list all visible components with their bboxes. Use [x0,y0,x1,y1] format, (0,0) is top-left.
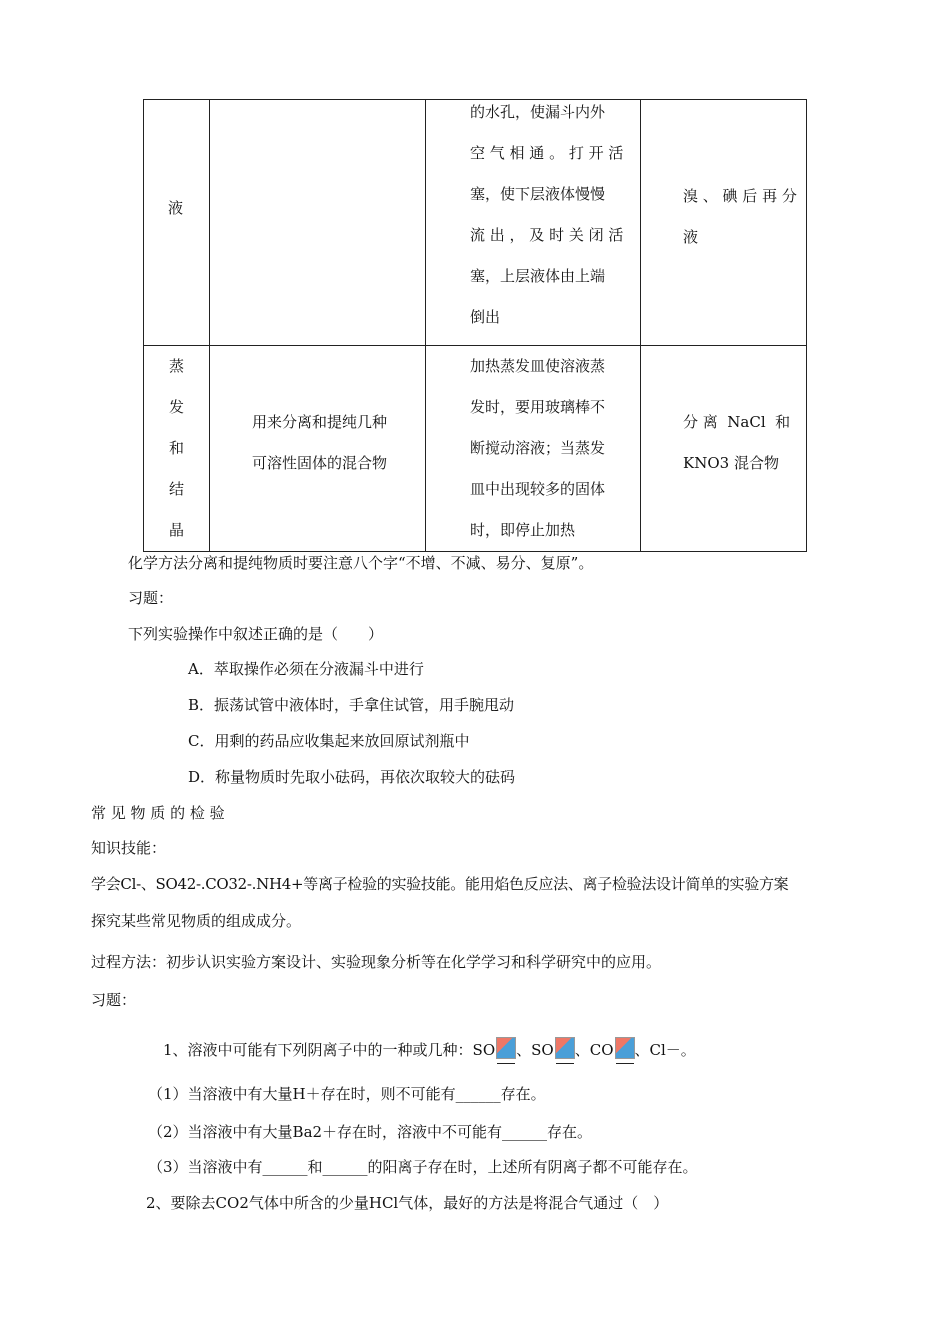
example-line: 液 [683,228,699,246]
notes-line: 塞，使下层液体慢慢 [470,185,606,203]
knowledge-line: 探究某些常见物质的组成成分。 [91,912,302,930]
table-row [144,100,807,346]
notes-cell [426,100,641,346]
exercise-heading-2: 习题： [91,991,137,1009]
separation-note: 化学方法分离和提纯物质时要注意八个字“不增、不减、易分、复原”。 [128,554,594,572]
q1-sub3: （3）当溶液中有______和______的阳离子存在时，上述所有阴离子都不可能存在。 [148,1158,698,1176]
carbonate-formula-image-icon [615,1037,635,1059]
section-title: 常 见 物 质 的 检 验 [91,804,225,822]
method-cell [144,100,210,346]
process-line: 过程方法：初步认识实验方案设计、实验现象分析等在化学学习和科学研究中的应用。 [91,953,662,971]
knowledge-line: 学会Cl-、SO42-.CO32-.NH4+等离子检验的实验技能。能用焰色反应法、离子检验法设计简单的实验方案 [91,875,789,893]
notes-line: 塞，上层液体由上端 [470,267,606,285]
exercise-heading: 习题： [128,589,174,607]
option-b: B．振荡试管中液体时，手拿住试管，用手腕甩动 [188,696,515,714]
sulfite-formula-image-icon [555,1037,575,1059]
q1-stem: 1、溶液中可能有下列阴离子中的一种或几种：SO 、SO 、CO 、Cl－。 [163,1037,696,1060]
knowledge-heading: 知识技能： [91,839,167,857]
option-d: D．称量物质时先取小砝码，再依次取较大的砝码 [188,768,516,786]
q2-stem: 2、要除去CO2气体中所含的少量HCl气体，最好的方法是将混合气通过（ ） [146,1194,669,1212]
notes-line: 流 出 ， 及 时 关 闭 活 [470,226,624,244]
example-cell [641,100,807,346]
notes-cell: 加热蒸发皿使溶液蒸 发时，要用玻璃棒不 断搅动溶液；当蒸发 皿中出现较多的固体 时，即停止加热 [426,346,641,552]
example-cell: 分 离 NaCl 和 KNO3 混合物 [641,346,807,552]
q1-sub2: （2）当溶液中有大量Ba2＋存在时，溶液中不可能有______存在。 [148,1123,593,1141]
q1-sub1: （1）当溶液中有大量H＋存在时，则不可能有______存在。 [148,1085,546,1103]
notes-line: 空 气 相 通 。 打 开 活 [470,144,624,162]
method-label: 液 [167,199,183,217]
option-a: A．萃取操作必须在分液漏斗中进行 [188,660,424,678]
notes-line: 的水孔，使漏斗内外 [470,103,606,121]
table-row [144,346,807,552]
example-line: 溴 、 碘 后 再 分 [683,187,797,205]
method-cell: 蒸 发 和 结 晶 [144,346,210,552]
separation-methods-table [143,99,807,552]
use-cell: 用来分离和提纯几种 可溶性固体的混合物 [210,346,426,552]
sulfate-formula-image-icon [496,1037,516,1059]
notes-line: 倒出 [470,308,501,326]
use-cell [210,100,426,346]
option-c: C．用剩的药品应收集起来放回原试剂瓶中 [188,732,470,750]
exercise-question: 下列实验操作中叙述正确的是（ ） [128,625,384,643]
